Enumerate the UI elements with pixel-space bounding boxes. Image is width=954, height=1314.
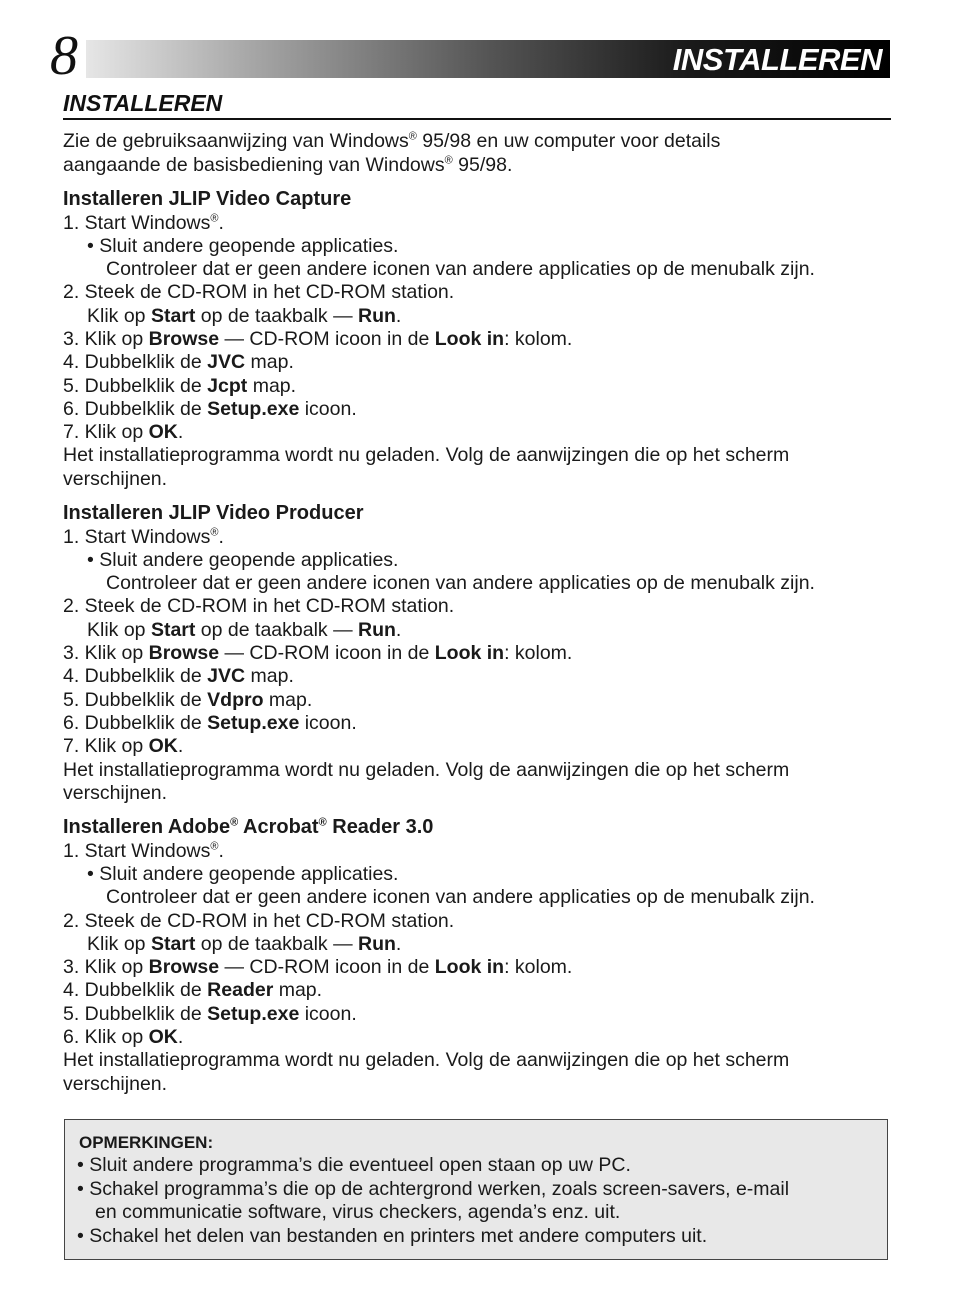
step-text: op de taakbalk — [195, 304, 358, 327]
ui-term-run: Run [358, 304, 396, 327]
step-text: 5. Dubbelklik de [63, 688, 208, 711]
folder-name: JVC [207, 665, 246, 688]
intro-text [63, 130, 891, 177]
step-text: 3. Klik op [63, 956, 149, 979]
step-6 [63, 1026, 891, 1049]
step-text: 1. Start Windows [63, 839, 211, 862]
folder-name: Reader [207, 979, 274, 1002]
step-5 [63, 1003, 891, 1026]
step-text: 7. Klik op [63, 421, 149, 444]
subheading-text: Acrobat [238, 816, 319, 839]
step-text: — CD-ROM icoon in de [219, 956, 435, 979]
registered-mark: ® [210, 840, 219, 853]
step-7 [63, 421, 891, 444]
note-item: • Schakel het delen van bestanden en printers met andere computers uit. [77, 1224, 708, 1247]
step-text: 4. Dubbelklik de [63, 979, 208, 1002]
step-5 [63, 375, 891, 398]
ui-term-ok: OK [148, 735, 178, 758]
closing-text: verschijnen. [63, 467, 168, 490]
folder-name: JVC [207, 351, 246, 374]
step-text: . [218, 211, 224, 234]
step-1 [63, 526, 891, 549]
ui-term-run: Run [358, 618, 396, 641]
step-text: : kolom. [504, 642, 573, 665]
step-4 [63, 665, 891, 688]
step-text: op de taakbalk — [195, 618, 358, 641]
step-text: map. [247, 374, 297, 397]
subheading-adobe-reader [63, 816, 891, 840]
ui-term-look-in: Look in [434, 327, 505, 350]
subheading-text: Installeren Adobe [63, 816, 231, 839]
step-text: . [395, 932, 402, 955]
section-video-capture [63, 188, 891, 491]
file-name: Setup.exe [207, 711, 300, 734]
ui-term-look-in: Look in [434, 956, 505, 979]
ui-term-look-in: Look in [434, 642, 505, 665]
step-text: : kolom. [504, 956, 573, 979]
step-3 [63, 642, 891, 665]
registered-mark: ® [408, 130, 417, 143]
step-text: 3. Klik op [63, 327, 149, 350]
step-text: 1. Start Windows [63, 525, 211, 548]
ui-term-run: Run [358, 932, 396, 955]
step-text: 4. Dubbelklik de [63, 351, 208, 374]
step-text: 7. Klik op [63, 735, 149, 758]
notes-box [64, 1119, 888, 1260]
step-text: 5. Dubbelklik de [63, 1002, 208, 1025]
step-text: Klik op [87, 618, 151, 641]
step-1 [63, 212, 891, 235]
step-2-detail [63, 619, 891, 642]
step-text: 6. Dubbelklik de [63, 711, 208, 734]
subheading-video-producer: Installeren JLIP Video Producer [63, 502, 364, 525]
step-2: 2. Steek de CD-ROM in het CD-ROM station. [63, 909, 455, 932]
step-text: map. [263, 688, 313, 711]
step-2-detail [63, 305, 891, 328]
step-text: 3. Klik op [63, 642, 149, 665]
section-adobe-reader [63, 816, 891, 1096]
main-content [63, 88, 891, 1096]
registered-mark: ® [210, 212, 219, 224]
step-text: . [395, 304, 402, 327]
step-text: . [218, 525, 224, 548]
header-title: INSTALLEREN [672, 42, 882, 77]
step-1 [63, 840, 891, 863]
note-item: • Schakel programma’s die op de achtergrond werken, zoals screen-savers, e-mail [77, 1177, 790, 1200]
section-video-producer [63, 502, 891, 805]
closing-text: Het installatieprogramma wordt nu geladen. Volg de aanwijzingen die op het scherm [63, 444, 790, 467]
subheading-video-capture: Installeren JLIP Video Capture [63, 188, 352, 210]
step-4 [63, 351, 891, 374]
step-text: . [177, 735, 184, 758]
step-2: 2. Steek de CD-ROM in het CD-ROM station. [63, 281, 455, 304]
step-text: icoon. [299, 711, 357, 734]
step-text: map. [273, 979, 323, 1002]
step-text: . [395, 618, 402, 641]
step-text: 4. Dubbelklik de [63, 665, 208, 688]
step-text: Klik op [87, 304, 151, 327]
step-text: op de taakbalk — [195, 932, 358, 955]
ui-term-start: Start [150, 932, 196, 955]
step-text: icoon. [299, 1002, 357, 1025]
intro-text-part: Zie de gebruiksaanwijzing van Windows [63, 130, 409, 152]
registered-mark: ® [444, 154, 453, 166]
folder-name: Jcpt [207, 374, 248, 397]
step-1-bullet: • Sluit andere geopende applicaties. [87, 862, 399, 885]
step-text: map. [245, 351, 294, 374]
step-text: . [177, 421, 184, 444]
intro-text-part: aangaande de basisbediening van Windows [63, 153, 445, 176]
registered-mark: ® [318, 816, 327, 829]
section-title: INSTALLEREN [63, 88, 891, 120]
page-number: 8 [50, 25, 78, 87]
ui-term-ok: OK [148, 1026, 178, 1048]
step-1-bullet: • Sluit andere geopende applicaties. [87, 234, 399, 257]
step-text: 1. Start Windows [63, 211, 211, 234]
step-2-detail [63, 933, 891, 956]
note-item: • Sluit andere programma’s die eventueel open staan op uw PC. [77, 1154, 631, 1176]
step-4 [63, 979, 891, 1002]
intro-text-part: 95/98 en uw computer voor details [416, 130, 721, 152]
file-name: Setup.exe [207, 1002, 300, 1025]
step-text: map. [245, 665, 294, 688]
step-1-detail: Controleer dat er geen andere iconen van andere applicaties op de menubalk zijn. [106, 886, 815, 909]
subheading-text: Reader 3.0 [326, 816, 434, 839]
step-1-bullet: • Sluit andere geopende applicaties. [87, 548, 399, 571]
registered-mark: ® [230, 816, 239, 829]
step-text: 6. Klik op [63, 1026, 149, 1048]
step-1-detail: Controleer dat er geen andere iconen van andere applicaties op de menubalk zijn. [106, 572, 815, 595]
note-item-continued: en communicatie software, virus checkers, agenda’s enz. uit. [95, 1201, 621, 1223]
notes-title: OPMERKINGEN: [79, 1133, 214, 1152]
step-text: — CD-ROM icoon in de [219, 642, 435, 665]
intro-text-part: 95/98. [452, 153, 513, 176]
registered-mark: ® [210, 526, 219, 539]
step-text: Klik op [87, 932, 151, 955]
closing-text: Het installatieprogramma wordt nu geladen. Volg de aanwijzingen die op het scherm [63, 758, 790, 781]
ui-term-ok: OK [148, 421, 178, 444]
file-name: Setup.exe [207, 397, 300, 420]
page-header [46, 25, 890, 87]
closing-text: verschijnen. [63, 1072, 168, 1095]
ui-term-browse: Browse [148, 327, 220, 350]
step-3 [63, 956, 891, 979]
closing-text: Het installatieprogramma wordt nu geladen. Volg de aanwijzingen die op het scherm [63, 1049, 790, 1072]
folder-name: Vdpro [207, 688, 264, 711]
ui-term-browse: Browse [148, 642, 220, 665]
step-text: icoon. [299, 397, 357, 420]
step-text: 6. Dubbelklik de [63, 397, 208, 420]
ui-term-browse: Browse [148, 956, 220, 979]
step-text: — CD-ROM icoon in de [219, 327, 435, 350]
step-text: . [177, 1026, 184, 1048]
step-5 [63, 689, 891, 712]
closing-text: verschijnen. [63, 781, 168, 804]
ui-term-start: Start [150, 304, 196, 327]
step-6 [63, 712, 891, 735]
step-1-detail: Controleer dat er geen andere iconen van andere applicaties op de menubalk zijn. [106, 258, 815, 281]
step-3 [63, 328, 891, 351]
step-text: . [218, 839, 224, 862]
step-text: : kolom. [504, 327, 573, 350]
step-2: 2. Steek de CD-ROM in het CD-ROM station. [63, 595, 455, 618]
step-6 [63, 398, 891, 421]
step-7 [63, 735, 891, 758]
step-text: 5. Dubbelklik de [63, 374, 208, 397]
ui-term-start: Start [150, 618, 196, 641]
